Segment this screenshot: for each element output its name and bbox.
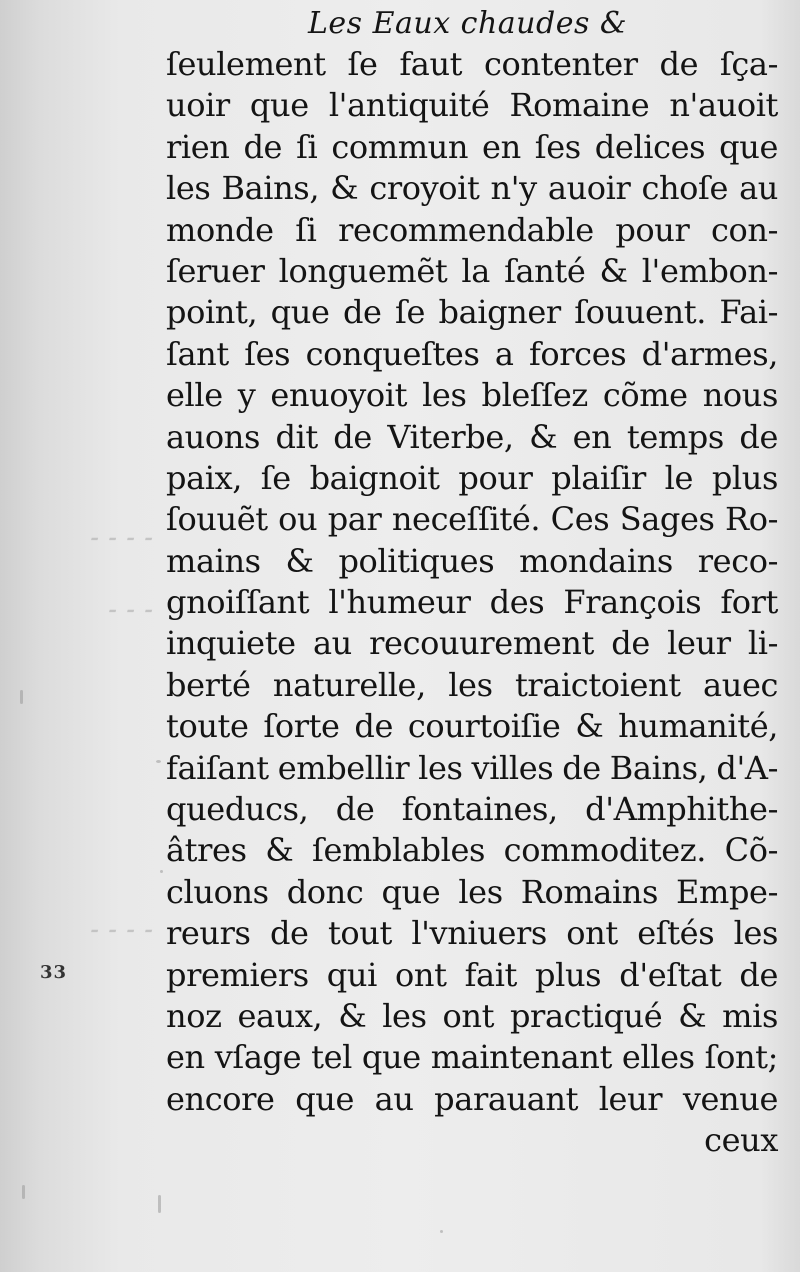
paper-speckle (22, 1185, 25, 1199)
text-line: elle y enuoyoit les bleſſez cõme nous (166, 376, 778, 415)
text-line: berté naturelle, les traictoient auec (166, 665, 778, 704)
running-head: Les Eaux chaudes & (308, 6, 628, 41)
paper-speckle (158, 1195, 161, 1213)
text-line: encore que au parauant leur venue (166, 1079, 778, 1118)
show-through-mark: ⁃ ⁃ ⁃ ⁃ (87, 920, 152, 945)
margin-mark: 33 (40, 962, 68, 983)
text-line: les Bains, & croyoit n'y auoir choſe au (166, 169, 778, 208)
paper-speckle (20, 690, 23, 704)
text-line: toute ſorte de courtoiſie & humanité, (166, 707, 778, 746)
paper-speckle (156, 760, 161, 763)
text-line: âtres & ſemblables commoditez. Cõ- (166, 831, 778, 870)
text-line: point, que de ſe baigner ſouuent. Fai- (166, 293, 778, 332)
text-line: premiers qui ont fait plus d'eſtat de (166, 955, 778, 994)
paper-speckle (160, 870, 163, 873)
text-line: ceux (704, 1121, 778, 1160)
text-line: mains & politiques mondains reco- (166, 541, 778, 580)
body-text (166, 44, 778, 1162)
text-line: monde ſi recommendable pour con- (166, 210, 778, 249)
text-line: gnoiſſant l'humeur des François fort (166, 583, 778, 622)
text-line: ſouuẽt ou par neceſſité. Ces Sages Ro- (166, 500, 778, 539)
text-line: reurs de tout l'vniuers ont eſtés les (166, 914, 778, 953)
text-line: noz eaux, & les ont practiqué & mis (166, 996, 778, 1035)
text-line: rien de ſi commun en ſes delices que (166, 127, 778, 166)
show-through-mark: ⁃ ⁃ ⁃ (105, 600, 152, 625)
text-line: auons dit de Viterbe, & en temps de (166, 417, 778, 456)
text-line: ſant ſes conqueſtes a forces d'armes, (166, 334, 778, 373)
text-line: ſeruer longuemẽt la ſanté & l'embon- (166, 251, 778, 290)
text-line: paix, ſe baignoit pour plaiſir le plus (166, 458, 778, 497)
text-line: faiſant embellir les villes de Bains, d'A- (166, 748, 778, 787)
paper-speckle (440, 1230, 443, 1233)
text-line: ſeulement ſe faut contenter de ſça- (166, 45, 778, 83)
text-line: cluons donc que les Romains Empe- (166, 872, 778, 911)
show-through-mark: ⁃ ⁃ ⁃ ⁃ (87, 528, 152, 553)
text-line: uoir que l'antiquité Romaine n'auoit (166, 86, 778, 125)
text-line: inquiete au recouurement de leur li- (166, 624, 778, 663)
text-line: en vſage tel que maintenant elles ſont; (166, 1038, 778, 1077)
text-line: queducs, de fontaines, d'Amphithe- (166, 790, 778, 829)
